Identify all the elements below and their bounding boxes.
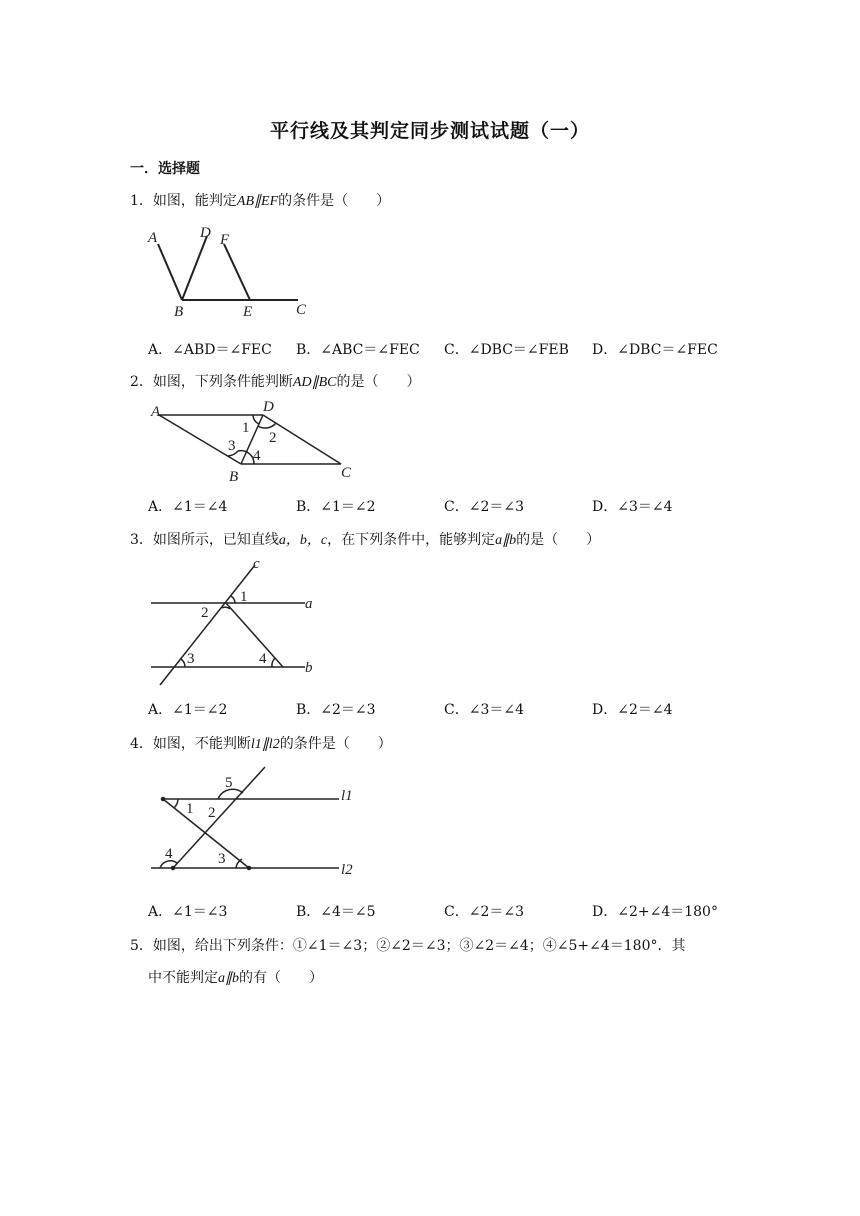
angle-label-3: 3 <box>187 651 195 667</box>
question-3-stem <box>130 529 600 549</box>
stem-text: 的是（ ） <box>516 532 601 548</box>
stem-text: 的有（ ） <box>239 970 323 986</box>
option-a[interactable]: A．∠ABD＝∠FEC <box>148 342 272 358</box>
angle-label-3: 3 <box>218 851 226 867</box>
point-label-E: E <box>243 304 253 320</box>
point-label-A: A <box>148 230 158 246</box>
option-b[interactable]: B．∠4＝∠5 <box>296 904 376 920</box>
page-title: 平行线及其判定同步测试试题（一） <box>269 120 590 142</box>
line-label-a: a <box>305 596 313 612</box>
angle-label-2: 2 <box>208 805 216 821</box>
line-label-c: c <box>253 556 260 572</box>
stem-text: 中不能判定 <box>148 970 218 986</box>
option-a[interactable]: A．∠1＝∠4 <box>148 499 228 515</box>
option-c[interactable]: C．∠3＝∠4 <box>444 702 524 718</box>
section-heading: 一．选择题 <box>130 161 200 177</box>
angle-label-1: 1 <box>240 589 248 605</box>
point-label-D: D <box>200 225 211 241</box>
point-label-F: F <box>220 232 230 248</box>
option-c[interactable]: C．∠2＝∠3 <box>444 904 524 920</box>
option-d[interactable]: D．∠2+∠4＝180° <box>592 904 718 920</box>
point-label-C: C <box>296 302 307 318</box>
figure-question-2 <box>145 396 365 488</box>
question-5-stem-continued <box>148 967 323 987</box>
stem-math: AD∥BC <box>292 375 337 390</box>
stem-text: 的条件是（ ） <box>279 736 392 752</box>
option-c[interactable]: C．∠DBC＝∠FEB <box>444 342 569 358</box>
point-label-D: D <box>263 399 274 415</box>
stem-text: 如图所示，已知直线 <box>152 532 279 548</box>
point-label-A: A <box>151 404 161 420</box>
option-c[interactable]: C．∠2＝∠3 <box>444 499 524 515</box>
option-a[interactable]: A．∠1＝∠2 <box>148 702 228 718</box>
question-4-stem <box>130 733 392 753</box>
figure-question-4 <box>145 762 365 884</box>
angle-label-1: 1 <box>242 420 250 436</box>
question-1-stem <box>130 190 390 210</box>
line-label-l1: l1 <box>341 788 353 804</box>
question-5-stem <box>130 935 685 955</box>
option-d[interactable]: D．∠2＝∠4 <box>592 702 673 718</box>
question-number: 5． <box>130 938 153 954</box>
angle-label-2: 2 <box>269 430 277 446</box>
stem-math: l1∥l2 <box>250 737 280 752</box>
angle-label-2: 2 <box>201 605 209 621</box>
stem-text: ，在下列条件中，能够判定 <box>327 532 496 548</box>
option-b[interactable]: B．∠ABC＝∠FEC <box>296 342 420 358</box>
stem-text: 如图，下列条件能判断 <box>152 374 293 390</box>
line-label-l2: l2 <box>341 862 353 878</box>
stem-math: a∥b <box>495 533 517 548</box>
point-label-C: C <box>341 465 352 481</box>
stem-text: 如图，不能判断 <box>152 736 251 752</box>
angle-label-1: 1 <box>186 801 194 817</box>
point-label-B: B <box>229 469 239 485</box>
angle-label-4: 4 <box>259 651 267 667</box>
option-d[interactable]: D．∠3＝∠4 <box>592 499 673 515</box>
stem-text: 如图，能判定 <box>152 193 237 209</box>
angle-label-4: 4 <box>165 846 173 862</box>
option-b[interactable]: B．∠2＝∠3 <box>296 702 376 718</box>
point-label-B: B <box>174 304 184 320</box>
stem-math: a∥b <box>218 971 239 986</box>
stem-math: AB∥EF <box>236 194 279 209</box>
option-d[interactable]: D．∠DBC＝∠FEC <box>592 342 718 358</box>
stem-math: a，b，c <box>278 533 328 548</box>
line-label-b: b <box>305 660 313 676</box>
angle-label-3: 3 <box>228 438 236 454</box>
figure-question-3 <box>145 553 325 689</box>
angle-label-5: 5 <box>225 775 233 791</box>
angle-label-4: 4 <box>253 448 261 464</box>
option-b[interactable]: B．∠1＝∠2 <box>296 499 376 515</box>
question-number: 1． <box>130 193 153 209</box>
question-number: 4． <box>130 736 153 752</box>
stem-text: 如图，给出下列条件：①∠1＝∠3；②∠2＝∠3；③∠2＝∠4；④∠5+∠4＝180°．其 <box>152 938 686 954</box>
option-a[interactable]: A．∠1＝∠3 <box>148 904 228 920</box>
question-2-stem <box>130 371 420 391</box>
question-number: 3． <box>130 532 153 548</box>
stem-text: 的条件是（ ） <box>278 193 391 209</box>
figure-question-1 <box>140 222 320 322</box>
question-number: 2． <box>130 374 153 390</box>
stem-text: 的是（ ） <box>336 374 421 390</box>
